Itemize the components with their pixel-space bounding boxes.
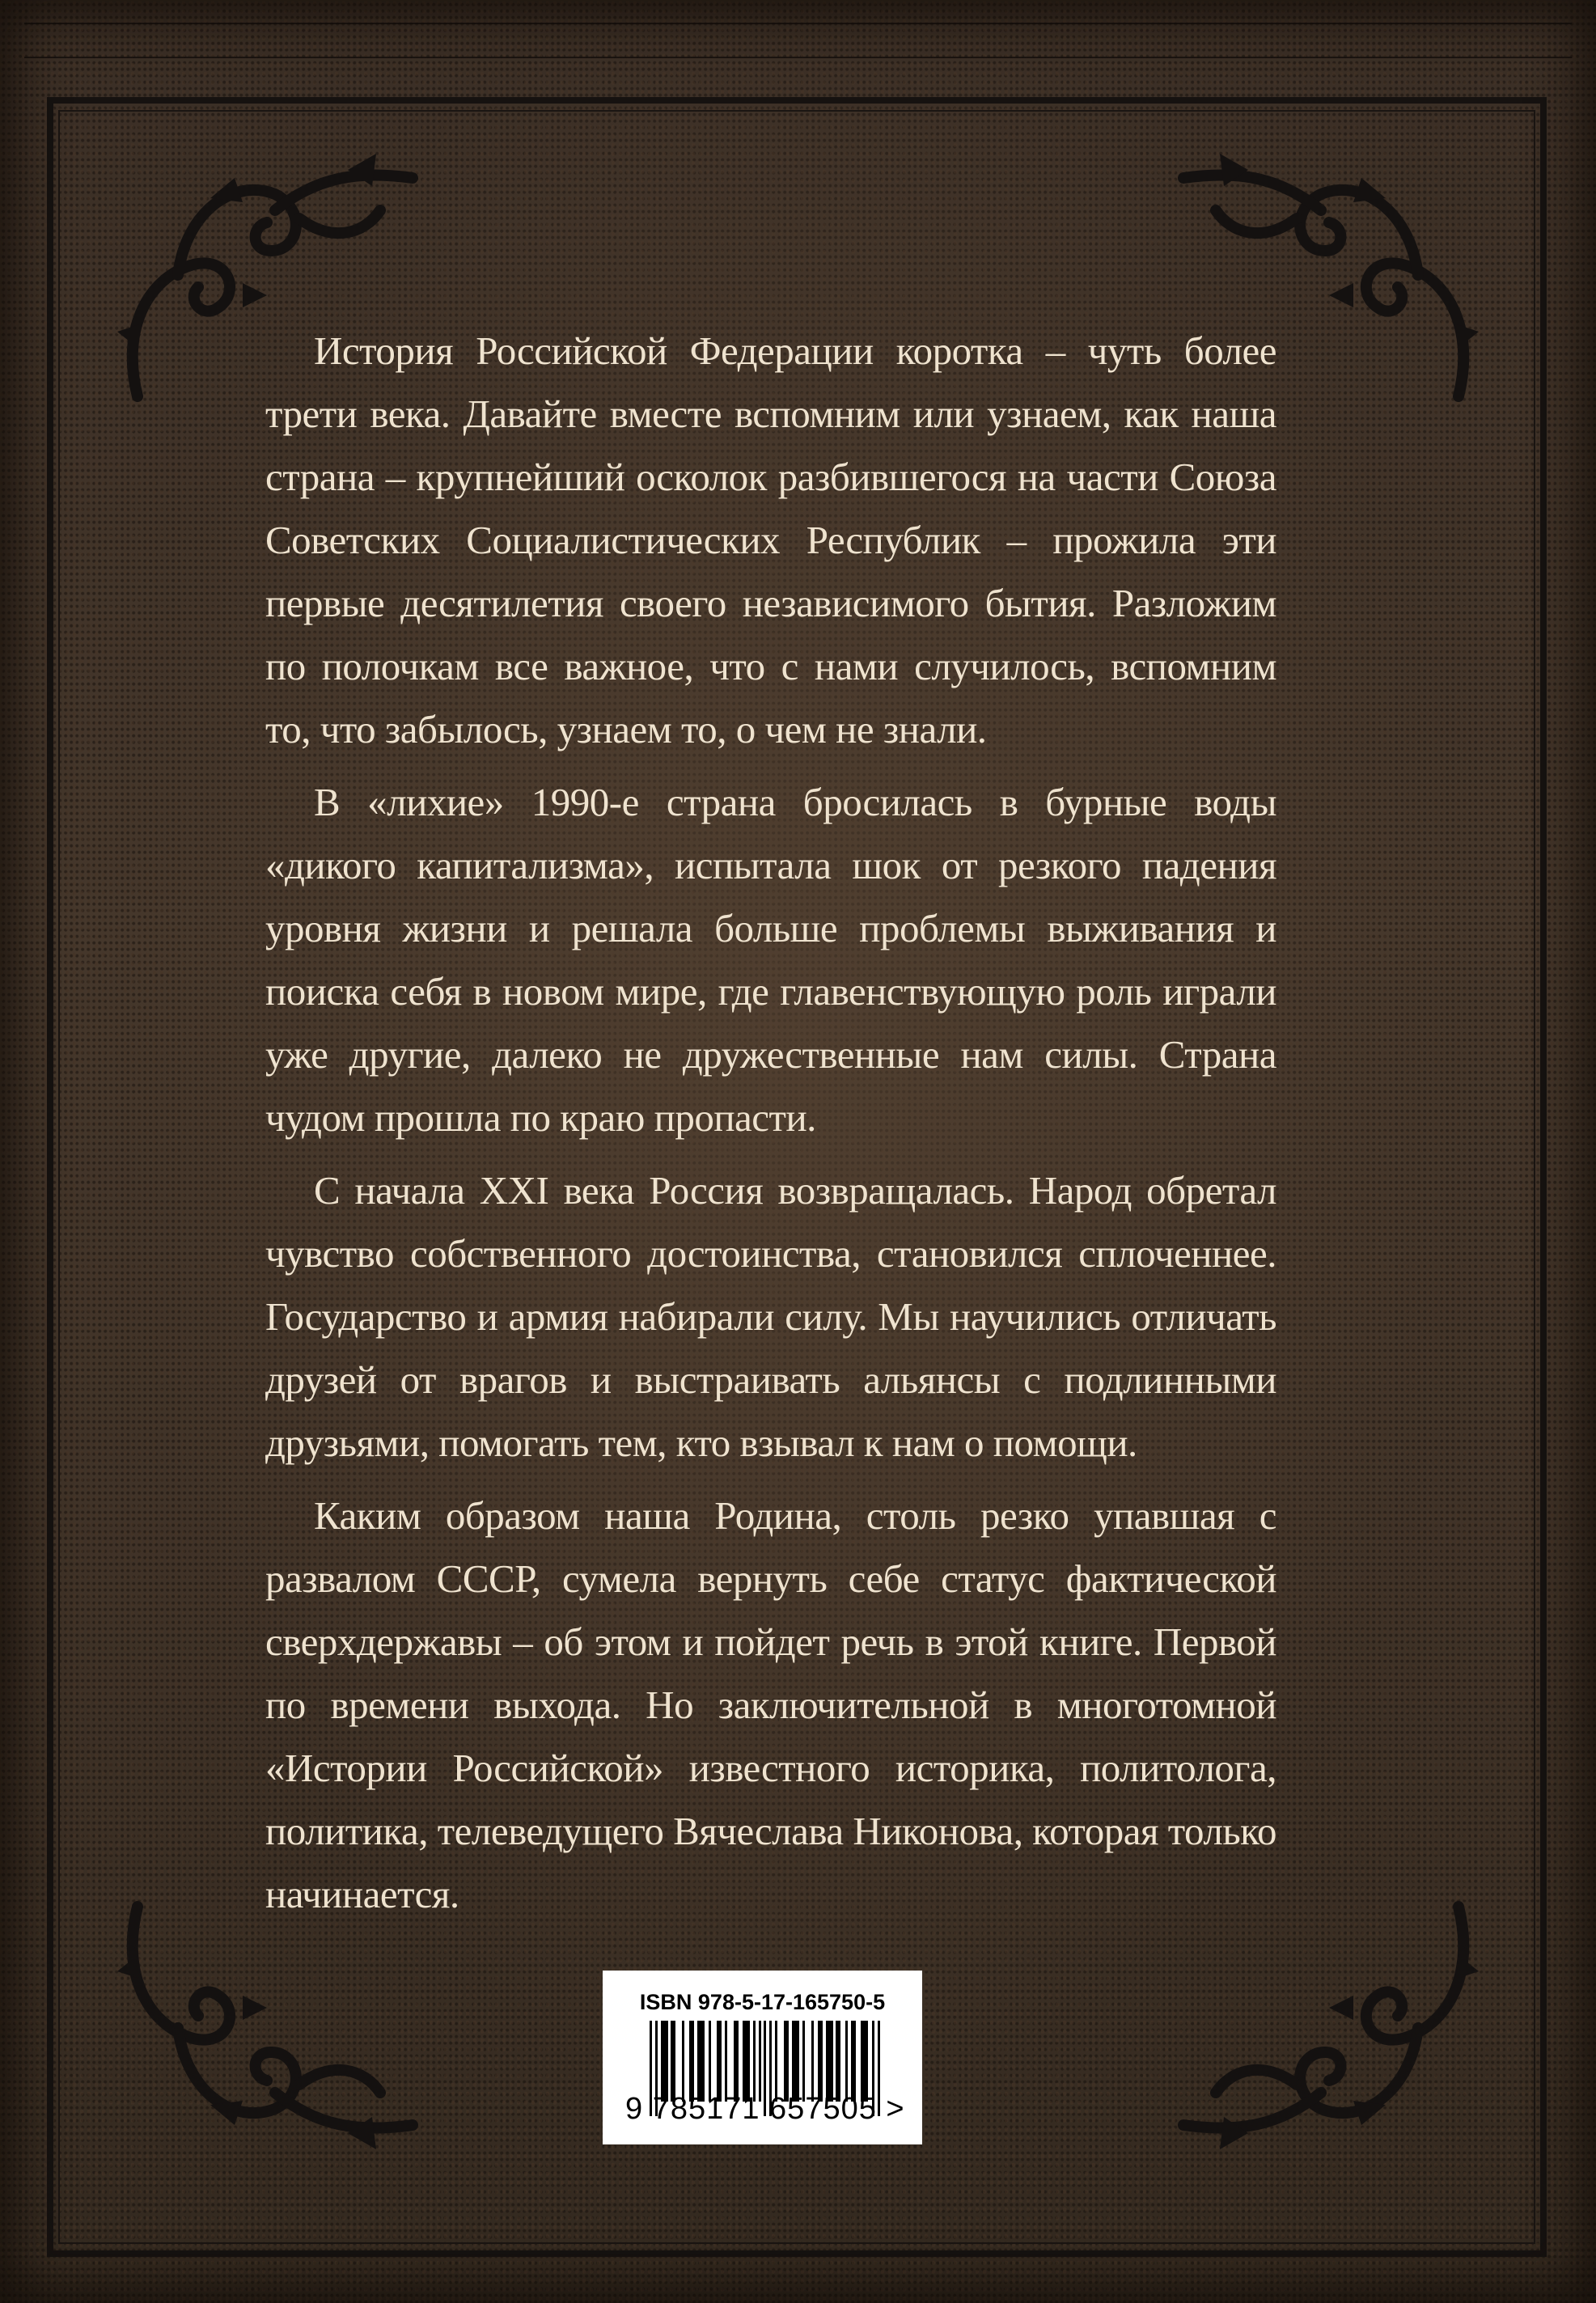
- paragraph-21st-century: С начала XXI века Россия возвращалась. Народ обретал чувство собственного достоинства, становился сплоченнее. Государство и армия набирали силу. Мы научились отличать друзей от врагов и выстраивать альянсы с подлинными друзьями, помогать тем, кто взывал к нам о помощи.: [265, 1168, 1276, 1465]
- isbn-barcode-box: [603, 1971, 922, 2144]
- paragraph-intro: История Российской Федерации коротка – чуть более трети века. Давайте вместе вспомним или узнаем, как наша страна – крупнейший осколок разбившегося на части Союза Советских Социалистических Республик – прожила эти первые десятилетия своего независимого бытия. Разложим по полочкам все важное, что с нами случилось, вспомним то, что забылось, узнаем то, о чем не знали.: [265, 328, 1276, 751]
- isbn-digits: 9 785171 657505 >: [625, 2092, 905, 2126]
- decorative-top-lines: [24, 23, 1572, 58]
- paragraph-1990s: В «лихие» 1990-е страна бросилась в бурные воды «дикого капитализма», испытала шок от резкого падения уровня жизни и решала больше проблемы выживания и поиска себя в новом мире, где главенствующую роль играли уже другие, далеко не дружественные нам силы. Страна чудом прошла по краю пропасти.: [265, 780, 1276, 1140]
- isbn-label: ISBN 978-5-17-165750-5: [639, 1990, 886, 2014]
- paragraph-conclusion: Каким образом наша Родина, столь резко упавшая с развалом СССР, сумела вернуть себе статус фактической сверхдержавы – об этом и пойдет речь в этой книге. Первой по времени выхода. Но заключительной в многотомной «Истории Российской» известного историка, политолога, политика, телеведущего Вячеслава Никонова, которая только начинается.: [265, 1493, 1276, 1916]
- annotation-text: [265, 320, 1276, 1936]
